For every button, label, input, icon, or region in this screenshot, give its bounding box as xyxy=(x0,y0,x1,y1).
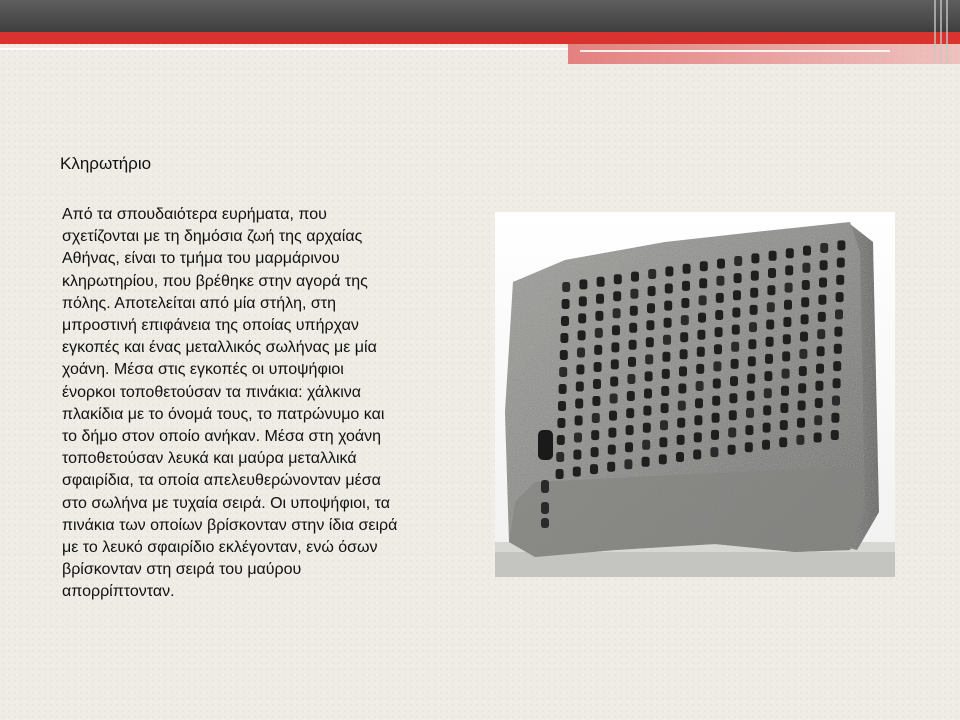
slot xyxy=(833,378,841,388)
slot xyxy=(815,381,823,391)
slot xyxy=(745,425,753,435)
slot xyxy=(597,277,605,287)
slot xyxy=(698,313,706,323)
slot xyxy=(817,346,825,356)
slot xyxy=(659,437,667,447)
body-line: το δήμο στον οποίο ανήκαν. Μέσα στη χοάνη xyxy=(62,428,382,446)
slot xyxy=(591,430,599,440)
slot xyxy=(831,413,839,423)
slot xyxy=(562,282,570,292)
slot xyxy=(734,256,742,266)
slot xyxy=(765,354,773,364)
slot xyxy=(697,347,705,357)
slot xyxy=(694,432,702,442)
slot xyxy=(728,445,736,455)
slot xyxy=(716,276,724,286)
slot xyxy=(699,278,707,288)
slot xyxy=(748,339,756,349)
slot xyxy=(766,337,774,347)
slot xyxy=(677,435,685,445)
slot xyxy=(814,415,822,425)
slot xyxy=(592,413,600,423)
channel-hole xyxy=(538,430,553,460)
slot xyxy=(695,398,703,408)
slot xyxy=(731,342,739,352)
slot xyxy=(763,405,771,415)
slot xyxy=(729,410,737,420)
slot xyxy=(613,308,621,318)
slot xyxy=(785,283,793,293)
slot xyxy=(713,379,721,389)
slot xyxy=(579,279,587,289)
slot xyxy=(642,457,650,467)
slot xyxy=(646,320,654,330)
slot xyxy=(678,384,686,394)
slot xyxy=(610,377,618,387)
slot xyxy=(820,260,828,270)
corner-stripe xyxy=(934,0,936,64)
slot xyxy=(715,327,723,337)
body-line: ένορκοι τοποθετούσαν τα πινάκια: χάλκινα xyxy=(62,383,362,401)
body-line: εγκοπές και ένας μεταλλικός σωλήνας με μία xyxy=(62,339,377,357)
slot xyxy=(782,369,790,379)
slot xyxy=(799,349,807,359)
slot xyxy=(717,259,725,269)
slot xyxy=(575,399,583,409)
slot xyxy=(625,442,633,452)
kleroterion-photo xyxy=(495,212,895,577)
slot xyxy=(680,332,688,342)
slot xyxy=(646,337,654,347)
slot xyxy=(800,332,808,342)
slot xyxy=(817,329,825,339)
slot xyxy=(629,340,637,350)
slot xyxy=(559,384,567,394)
slot xyxy=(767,285,775,295)
body-line: πλακίδια με το όνομά τους, το πατρώνυμο και xyxy=(62,405,385,423)
slot xyxy=(751,253,759,263)
slot xyxy=(626,408,634,418)
slot xyxy=(664,318,672,328)
slot xyxy=(631,272,639,282)
body-line: τοποθετούσαν λευκά και μαύρα μεταλλικά xyxy=(62,450,357,468)
slot xyxy=(768,268,776,278)
slot xyxy=(801,314,809,324)
header-accent-fade xyxy=(568,44,960,64)
slot xyxy=(745,442,753,452)
slot xyxy=(610,394,618,404)
slot xyxy=(662,369,670,379)
slot xyxy=(560,350,568,360)
slot xyxy=(557,418,565,428)
channel-hole xyxy=(541,518,549,528)
slot xyxy=(578,330,586,340)
slot xyxy=(630,306,638,316)
slot xyxy=(750,288,758,298)
slot xyxy=(562,299,570,309)
slot xyxy=(595,311,603,321)
slot xyxy=(678,401,686,411)
slot xyxy=(683,264,691,274)
slot xyxy=(682,281,690,291)
slot xyxy=(715,310,723,320)
slot xyxy=(576,365,584,375)
kleroterion-image xyxy=(495,212,895,577)
slot xyxy=(799,366,807,376)
slot xyxy=(782,351,790,361)
slot xyxy=(796,435,804,445)
slot xyxy=(594,362,602,372)
slot xyxy=(693,450,701,460)
slot xyxy=(831,430,839,440)
slot xyxy=(694,415,702,425)
body-line: με το λευκό σφαιρίδιο εκλέγονταν, ενώ όσων xyxy=(62,539,378,557)
channel-hole xyxy=(541,480,549,493)
slot xyxy=(816,364,824,374)
slot xyxy=(575,416,583,426)
slot xyxy=(696,381,704,391)
slot xyxy=(611,359,619,369)
slot xyxy=(644,389,652,399)
slot xyxy=(834,327,842,337)
slot xyxy=(661,403,669,413)
slot xyxy=(731,359,739,369)
header-bar xyxy=(0,0,960,32)
slot xyxy=(733,290,741,300)
slot xyxy=(627,391,635,401)
slot xyxy=(780,420,788,430)
slide-body-text xyxy=(62,204,474,604)
slot xyxy=(660,420,668,430)
slot xyxy=(626,425,634,435)
slot xyxy=(746,408,754,418)
body-line: Από τα σπουδαιότερα ευρήματα, που xyxy=(62,206,327,223)
body-line: σχετίζονται με τη δημόσια ζωή της αρχαίας xyxy=(62,228,363,246)
slot xyxy=(797,418,805,428)
floor-shadow xyxy=(495,552,895,577)
slot xyxy=(665,284,673,294)
slot xyxy=(627,374,635,384)
slot xyxy=(748,356,756,366)
slot xyxy=(661,386,669,396)
slot xyxy=(801,297,809,307)
slot xyxy=(785,265,793,275)
slot xyxy=(798,401,806,411)
body-line: στο σωλήνα με τυχαία σειρά. Οι υποψήφιοι, τα xyxy=(62,494,390,512)
body-line: μπροστινή επιφάνεια της οποίας υπήρχαν xyxy=(62,317,359,335)
slot xyxy=(818,295,826,305)
slot xyxy=(732,308,740,318)
slide-title: Κληρωτήριο xyxy=(60,154,152,173)
body-line: Αθήνας, είναι το τμήμα του μαρμάρινου xyxy=(62,250,340,268)
slot xyxy=(732,325,740,335)
slot xyxy=(607,462,615,472)
slot xyxy=(749,322,757,332)
slot xyxy=(608,428,616,438)
slot xyxy=(750,305,758,315)
slot xyxy=(820,243,828,253)
slot xyxy=(763,423,771,433)
slot xyxy=(578,313,586,323)
slot xyxy=(677,418,685,428)
slot xyxy=(762,440,770,450)
slot xyxy=(730,376,738,386)
body-line: πόλης. Αποτελείται από μία στήλη, στη xyxy=(62,294,336,312)
slot xyxy=(647,303,655,313)
slot xyxy=(781,386,789,396)
slot xyxy=(663,335,671,345)
slot xyxy=(592,396,600,406)
corner-stripe xyxy=(946,0,948,64)
slot xyxy=(614,274,622,284)
slot xyxy=(712,396,720,406)
body-line: χοάνη. Μέσα στις εγκοπές οι υποψήφιοι xyxy=(62,361,344,379)
slot xyxy=(611,342,619,352)
slot xyxy=(815,398,823,408)
body-line: απορρίπτονταν. xyxy=(62,583,175,601)
slot xyxy=(628,357,636,367)
slot xyxy=(803,246,811,256)
slot xyxy=(577,348,585,358)
slot xyxy=(712,413,720,423)
slot xyxy=(560,333,568,343)
slot xyxy=(559,367,567,377)
slot xyxy=(832,396,840,406)
slot xyxy=(642,440,650,450)
slot xyxy=(728,428,736,438)
slot xyxy=(645,354,653,364)
slot xyxy=(629,323,637,333)
slot xyxy=(613,291,621,301)
slot xyxy=(679,366,687,376)
slot xyxy=(734,273,742,283)
slot xyxy=(681,315,689,325)
slot xyxy=(624,459,632,469)
slot xyxy=(818,312,826,322)
corner-stripe xyxy=(940,0,942,64)
slot xyxy=(716,293,724,303)
slot xyxy=(590,464,598,474)
slot xyxy=(784,300,792,310)
slot xyxy=(648,269,656,279)
slot xyxy=(648,286,656,296)
slot xyxy=(783,317,791,327)
slot xyxy=(659,454,667,464)
header-accent-band xyxy=(0,32,960,44)
slot xyxy=(556,469,564,479)
slot xyxy=(662,352,670,362)
slot xyxy=(764,388,772,398)
slot xyxy=(697,330,705,340)
slot xyxy=(665,266,673,276)
slot xyxy=(814,433,822,443)
body-line: σφαιρίδια, τα οποία απελευθερώνονταν μέσα xyxy=(62,472,381,490)
body-line: πινάκια των οποίων βρίσκονταν στην ίδια σειρά xyxy=(62,516,398,534)
slot xyxy=(591,447,599,457)
slot xyxy=(714,344,722,354)
body-line: κληρωτηρίου, που βρέθηκε στην αγορά της xyxy=(62,272,368,290)
header-rule-right xyxy=(580,50,890,52)
slot xyxy=(836,275,844,285)
slot xyxy=(711,430,719,440)
slot xyxy=(798,383,806,393)
slot xyxy=(696,364,704,374)
slot xyxy=(837,240,845,250)
slot xyxy=(729,393,737,403)
channel-hole xyxy=(541,502,549,514)
slot xyxy=(766,320,774,330)
slot xyxy=(764,371,772,381)
slot xyxy=(786,248,794,258)
slot xyxy=(576,382,584,392)
slot xyxy=(645,371,653,381)
header-rule xyxy=(0,48,568,50)
slot xyxy=(643,406,651,416)
body-line: βρίσκονταν στη σειρά του μαύρου xyxy=(62,561,302,579)
slot xyxy=(556,452,564,462)
slot xyxy=(557,435,565,445)
slot xyxy=(834,344,842,354)
slot xyxy=(595,328,603,338)
slot xyxy=(593,379,601,389)
slot xyxy=(747,391,755,401)
slot xyxy=(579,296,587,306)
slot xyxy=(676,452,684,462)
slot xyxy=(837,258,845,268)
slot xyxy=(608,445,616,455)
slot xyxy=(596,294,604,304)
slot xyxy=(802,280,810,290)
slot xyxy=(767,302,775,312)
slot xyxy=(802,263,810,273)
slot xyxy=(700,261,708,271)
slot xyxy=(630,289,638,299)
slot xyxy=(594,345,602,355)
slot xyxy=(710,447,718,457)
slot xyxy=(783,334,791,344)
slot xyxy=(664,301,672,311)
slot xyxy=(769,251,777,261)
slot xyxy=(835,309,843,319)
slot xyxy=(558,401,566,411)
slot xyxy=(612,325,620,335)
slot xyxy=(836,292,844,302)
slot xyxy=(609,411,617,421)
slot xyxy=(573,450,581,460)
slot xyxy=(780,403,788,413)
slot xyxy=(680,349,688,359)
slot xyxy=(819,278,827,288)
slot xyxy=(561,316,569,326)
slot xyxy=(681,298,689,308)
slot xyxy=(751,271,759,281)
slot xyxy=(574,433,582,443)
slot xyxy=(573,467,581,477)
slot xyxy=(643,423,651,433)
slot xyxy=(699,295,707,305)
slot xyxy=(713,361,721,371)
slot xyxy=(747,374,755,384)
slot xyxy=(779,437,787,447)
slot xyxy=(833,361,841,371)
